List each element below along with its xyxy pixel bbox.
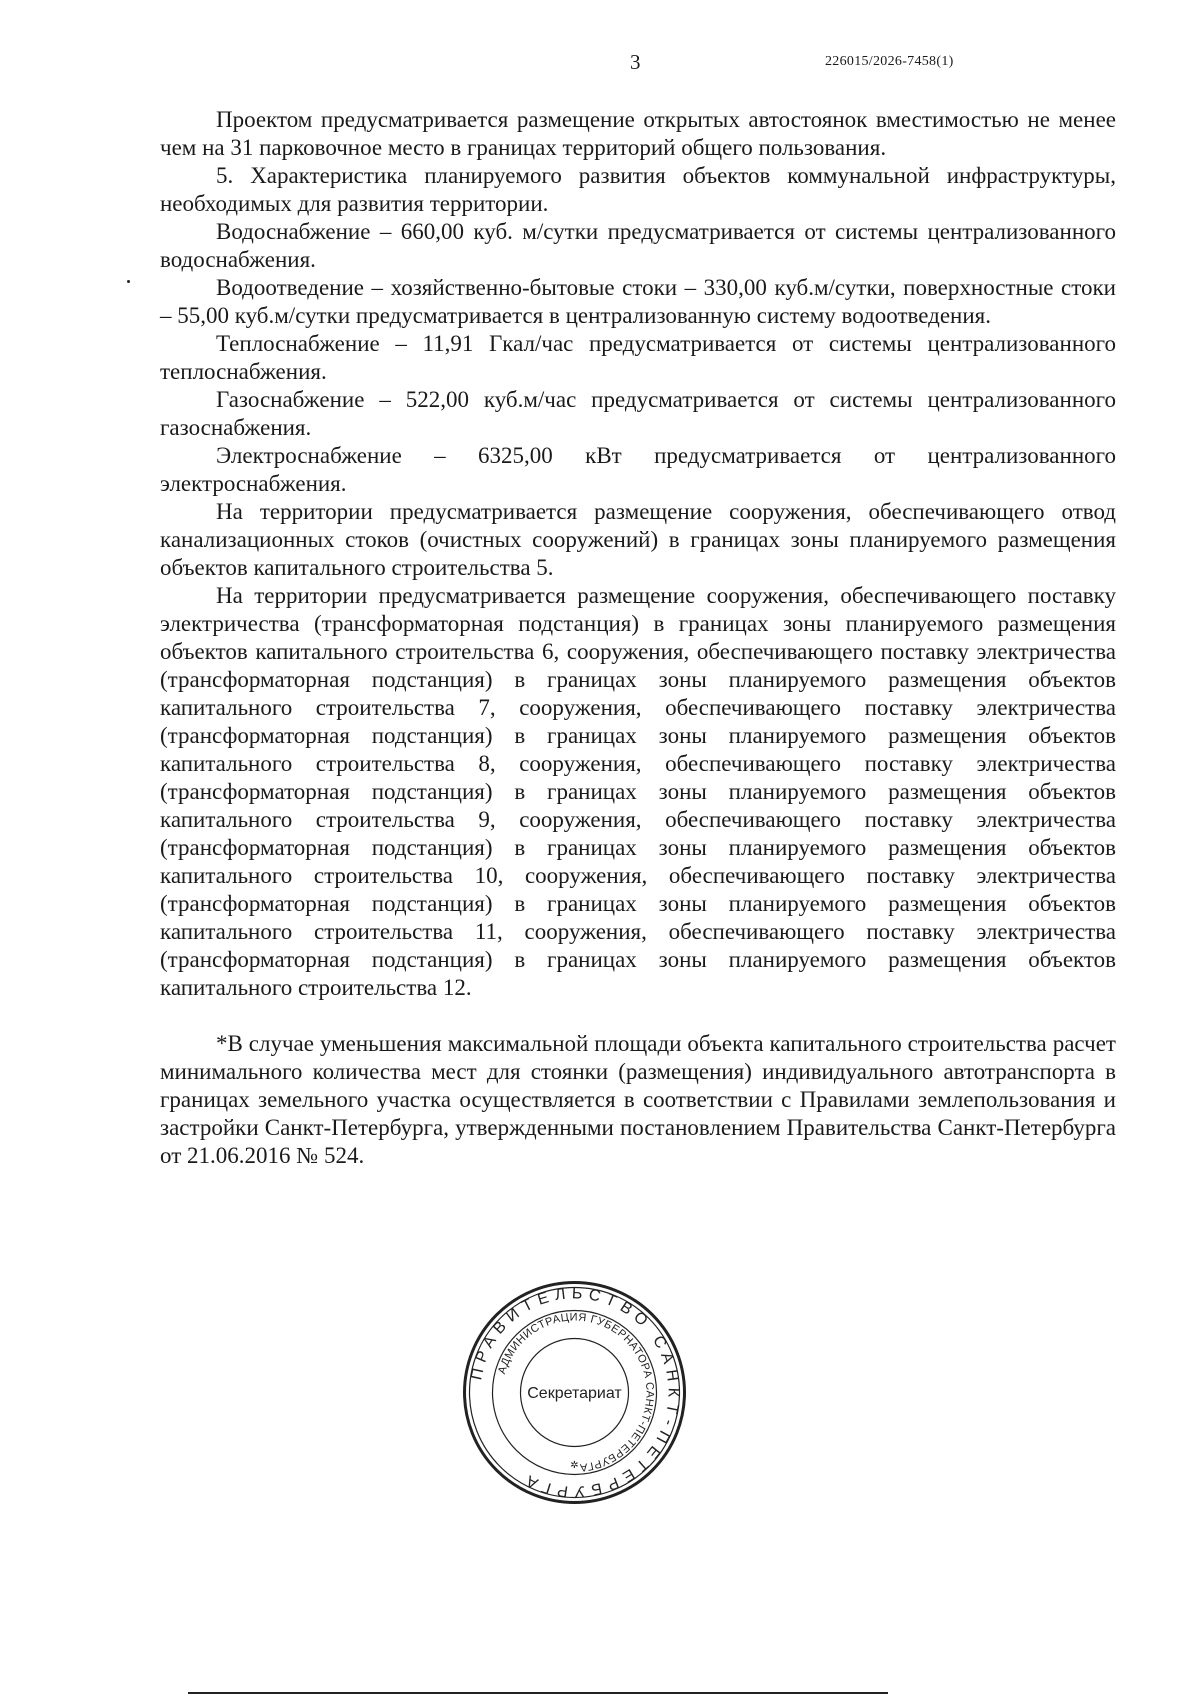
paragraph-sewage-facility: На территории предусматривается размещение сооружения, обеспечивающего отвод канализационных стоков (очистных сооружений) в границах зоны планируемого размещения объектов капитального строительства 5. <box>160 499 1116 580</box>
paragraph-drainage: Водоотведение – хозяйственно-бытовые стоки – 330,00 куб.м/сутки, поверхностные стоки – 55,00 куб.м/сутки предусматривается в централизованную систему водоотведения. <box>160 275 1116 328</box>
paragraph-heat-supply: Теплоснабжение – 11,91 Гкал/час предусматривается от системы централизованного теплоснабжения. <box>160 331 1116 384</box>
paragraph-parking: Проектом предусматривается размещение открытых автостоянок вместимостью не менее чем на 31 парковочное место в границах территорий общего пользования. <box>160 107 1116 160</box>
document-body <box>160 106 1116 1170</box>
secretariat-seal <box>462 1280 687 1505</box>
bottom-rule <box>188 1692 888 1694</box>
seal-outer-text: ПРАВИТЕЛЬСТВО САНКТ-ПЕТЕРБУРГА <box>468 1285 682 1500</box>
paragraph-power-supply: Электроснабжение – 6325,00 кВт предусматривается от централизованного электроснабжения. <box>160 443 1116 496</box>
seal-center-text: Секретариат <box>527 1385 622 1402</box>
seal-inner-text: АДМИНИСТРАЦИЯ ГУБЕРНАТОРА САНКТ-ПЕТЕРБУРГА <box>496 1311 656 1474</box>
paragraph-transformer-substations: На территории предусматривается размещение сооружения, обеспечивающего поставку электричества (трансформаторная подстанция) в границах зоны планируемого размещения объектов капитального строительства 6, сооружения, обеспечивающего поставку электричества (трансформаторная подстанция) в границах зоны планируемого размещения объектов капитального строительства 7, сооружения, обеспечивающего поставку электричества (трансформаторная подстанция) в границах зоны планируемого размещения объектов капитального строительства 8, сооружения, обеспечивающего поставку электричества (трансформаторная подстанция) в границах зоны планируемого размещения объектов капитального строительства 9, сооружения, обеспечивающего поставку электричества (трансформаторная подстанция) в границах зоны планируемого размещения объектов капитального строительства 10, сооружения, обеспечивающего поставку электричества (трансформаторная подстанция) в границах зоны планируемого размещения объектов капитального строительства 11, сооружения, обеспечивающего поставку электричества (трансформаторная подстанция) в границах зоны планируемого размещения объектов капитального строительства 12. <box>160 583 1116 1000</box>
footnote: *В случае уменьшения максимальной площади объекта капитального строительства расчет минимального количества мест для стоянки (размещения) индивидуального автотранспорта в границах земельного участка осуществляется в соответствии с Правилами землепользования и застройки Санкт-Петербурга, утвержденными постановлением Правительства Санкт-Петербурга от 21.06.2016 № 524. <box>160 1031 1116 1168</box>
paragraph-water-supply: Водоснабжение – 660,00 куб. м/сутки предусматривается от системы централизованного водоснабжения. <box>160 219 1116 272</box>
svg-text:✲: ✲ <box>570 1460 579 1471</box>
paragraph-gas-supply: Газоснабжение – 522,00 куб.м/час предусматривается от системы централизованного газоснабжения. <box>160 387 1116 440</box>
document-number: 226015/2026-7458(1) <box>825 54 954 69</box>
stray-mark <box>127 280 130 283</box>
page-number: 3 <box>630 50 641 74</box>
paragraph-section-5: 5. Характеристика планируемого развития объектов коммунальной инфраструктуры, необходимых для развития территории. <box>160 163 1116 216</box>
